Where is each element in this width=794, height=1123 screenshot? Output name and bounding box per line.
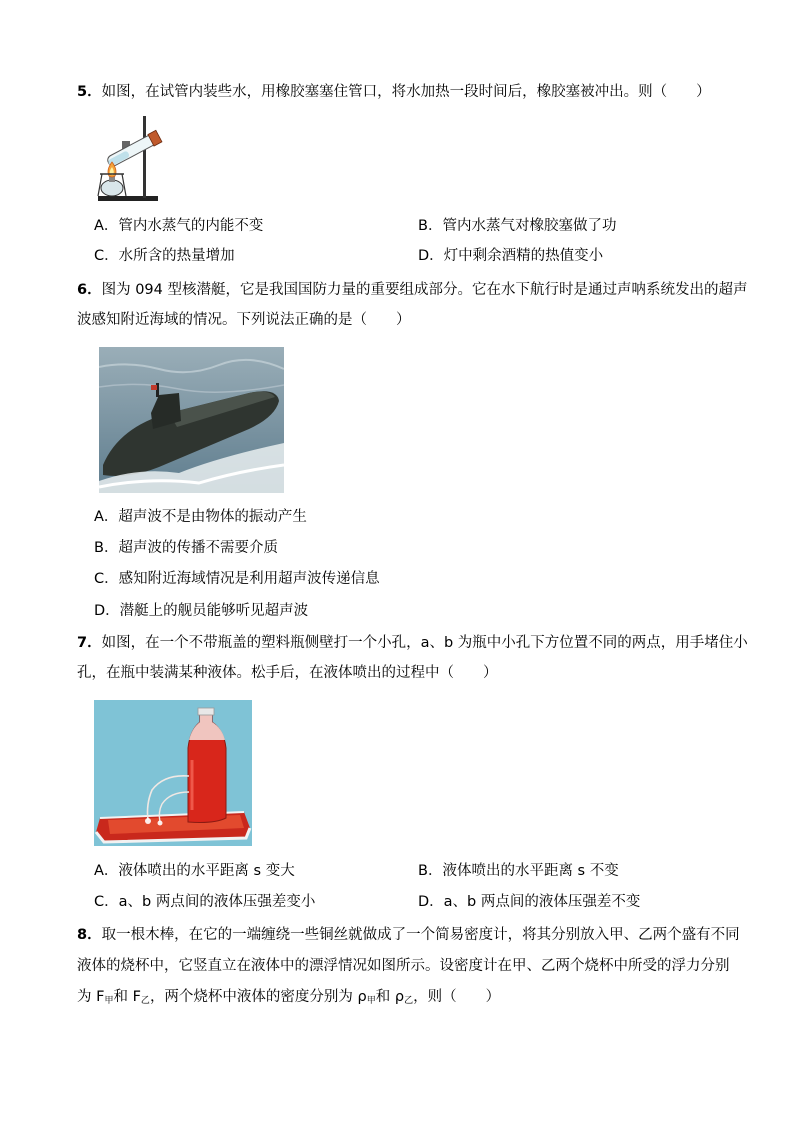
question-8-stem-line-3 [77, 987, 500, 1011]
question-6-option-a: A．超声波不是由物体的振动产生 [94, 509, 307, 525]
question-text: 如图，在一个不带瓶盖的塑料瓶侧壁打一个小孔，a、b 为瓶中小孔下方位置不同的两点，用手堵住小 [101, 635, 748, 651]
bottle-jet-image [94, 700, 252, 846]
question-6-stem-line-1 [77, 280, 747, 300]
subscript-jia: 甲 [104, 996, 114, 1006]
question-text: 图为 094 型核潜艇，它是我国国防力量的重要组成部分。它在水下航行时是通过声呐系统发出的超声 [101, 282, 748, 298]
question-number: 8． [77, 927, 102, 943]
question-8-stem-line-1 [77, 925, 740, 945]
question-5-option-a: A．管内水蒸气的内能不变 [94, 218, 264, 234]
question-7-option-d: D．a、b 两点间的液体压强差不变 [418, 894, 641, 910]
question-6-option-d: D．潜艇上的舰员能够听见超声波 [94, 603, 309, 619]
text-segment: ，两个烧杯中液体的密度分别为 ρ [149, 989, 367, 1005]
bottle-liquid-photo [94, 700, 252, 846]
submarine-image [99, 347, 284, 493]
test-tube-apparatus-icon [92, 112, 170, 204]
subscript-jia: 甲 [366, 996, 376, 1006]
question-number: 5． [77, 84, 102, 100]
question-7-option-a: A．液体喷出的水平距离 s 变大 [94, 863, 295, 879]
question-8-stem-line-2: 液体的烧杯中，它竖直立在液体中的漂浮情况如图所示。设密度计在甲、乙两个烧杯中所受的浮力分别 [77, 958, 730, 974]
question-text: 取一根木棒，在它的一端缠绕一些铜丝就做成了一个简易密度计，将其分别放入甲、乙两个盛有不同 [101, 927, 740, 943]
question-6-option-b: B．超声波的传播不需要介质 [94, 540, 278, 556]
subscript-yi: 乙 [140, 996, 150, 1006]
question-5-option-b: B．管内水蒸气对橡胶塞做了功 [418, 218, 617, 234]
question-7-option-b: B．液体喷出的水平距离 s 不变 [418, 863, 619, 879]
question-5-option-d: D．灯中剩余酒精的热值变小 [418, 248, 604, 264]
text-segment: ，则（ ） [413, 989, 501, 1005]
question-6-option-c: C．感知附近海域情况是利用超声波传递信息 [94, 571, 380, 587]
question-5-option-c: C．水所含的热量增加 [94, 248, 235, 264]
text-segment: 和 F [113, 989, 141, 1005]
question-6-stem-line-2: 波感知附近海域的情况。下列说法正确的是（ ） [77, 312, 411, 328]
submarine-photo [99, 347, 284, 493]
question-7-option-c: C．a、b 两点间的液体压强差变小 [94, 894, 316, 910]
question-text: 如图，在试管内装些水，用橡胶塞塞住管口，将水加热一段时间后，橡胶塞被冲出。则（ ） [101, 84, 711, 100]
question-7-stem-line-2: 孔，在瓶中装满某种液体。松手后，在液体喷出的过程中（ ） [77, 665, 498, 681]
question-number: 6． [77, 282, 102, 298]
text-segment: 和 ρ [375, 989, 405, 1005]
question-5-stem [77, 82, 711, 102]
subscript-yi: 乙 [404, 996, 414, 1006]
question-7-stem-line-1 [77, 633, 748, 653]
text-segment: 为 F [77, 989, 105, 1005]
test-tube-heating-figure [92, 112, 170, 204]
question-number: 7． [77, 635, 102, 651]
